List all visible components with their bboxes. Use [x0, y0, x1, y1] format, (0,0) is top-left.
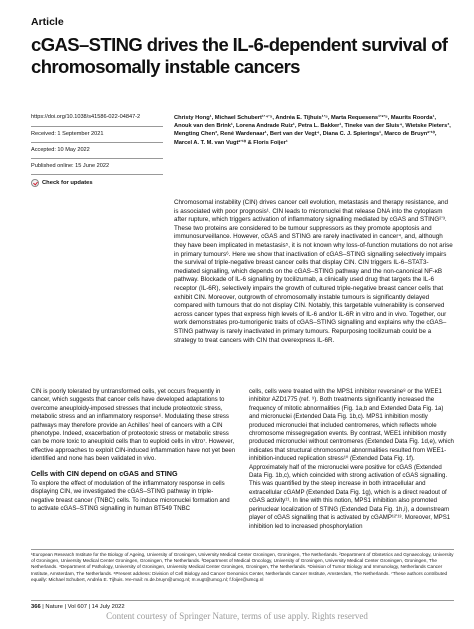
check-updates-label: Check for updates: [42, 180, 93, 186]
footnote-divider: [31, 549, 454, 550]
article-title: cGAS–STING drives the IL-6-dependent survival of chromosomally instable cancers: [31, 34, 448, 77]
meta-divider: [31, 174, 163, 175]
article-type-label: Article: [31, 16, 64, 28]
body-column-left: [31, 388, 236, 520]
footer-divider: [31, 600, 454, 601]
footer-separator: |: [88, 604, 92, 610]
page-footer: [31, 604, 125, 610]
body-column-right: [249, 388, 454, 537]
published-date: Published online: 15 June 2022: [31, 163, 110, 169]
body-paragraph: CIN is poorly tolerated by untransformed cells, yet occurs frequently in cancer, which suggests that cancer cells have developed adaptations to overcome aneuploidy-imposed stresses that include proteotoxic stress, metabolic stress and an inflammatory response⁶. Modulating these stress pathways may therefore provide an Achilles’ heel of cancers with a CIN phenotype. Indeed, exacerbation of proteotoxic stress or metabolic stress can be more toxic to aneuploid cells than to euploid cells in vitro⁷. However, effective approaches to exploit CIN-induced inflammation have not yet been identified and none has been validated in vivo.: [31, 388, 236, 463]
footer-separator: |: [42, 604, 46, 610]
journal-name: Nature: [45, 604, 63, 610]
affiliations-footnote: ¹European Research Institute for the Biology of Ageing, University of Groningen, University Medical Center Groningen, Groningen, The Netherlands. ²Department of Obstetrics and Gynaecology, University of Groningen, University Medical Center Groningen, Groningen, The Netherlands. ³Department of Medical Oncology, University of Groningen, University Medical Center Groningen, Groningen, The Netherlands. ⁴Department of Pathology, University of Groningen, University Medical Center Groningen, Groningen, The Netherlands. ⁵Division of Tumor Biology and Immunology, Netherlands Cancer Institute, Amsterdam, The Netherlands. ⁶Present address: Division of Cell Biology and Cancer Genomics Center, Netherlands Cancer Institute, Amsterdam, The Netherlands. ⁷These authors contributed equally: Michael Schubert, Andréa E. Tijhuis. ✉e-mail: m.de.bruyn@umcg.nl; m.vugt@umcg.nl; f.foijer@umcg.nl: [31, 552, 454, 582]
accepted-date: Accepted: 10 May 2022: [31, 147, 90, 153]
received-date: Received: 1 September 2021: [31, 131, 104, 137]
check-updates-icon: [31, 179, 39, 187]
meta-divider: [31, 158, 163, 159]
issue-date: 14 July 2022: [91, 604, 125, 610]
footer-separator: |: [64, 604, 68, 610]
abstract: Chromosomal instability (CIN) drives cancer cell evolution, metastasis and therapy resistance, and is associated with poor prognosis¹. CIN leads to micronuclei that release DNA into the cytoplasm after rupture, which triggers activation of inflammatory signalling mediated by cGAS and STING²ʼ³. These two proteins are considered to be tumour suppressors as they promote apoptosis and immunosurveillance. However, cGAS and STING are rarely inactivated in cancer⁴, and, although they have been implicated in metastasis⁵, it is not known why loss-of-function mutations do not arise in primary tumours⁶. Here we show that inactivation of cGAS–STING signalling selectively impairs the survival of triple-negative breast cancer cells that display CIN. CIN triggers IL-6–STAT3-mediated signalling, which depends on the cGAS–STING pathway and the non-canonical NF-κB pathway. Blockade of IL-6 signalling by tocilizumab, a clinically used drug that targets the IL-6 receptor (IL-6R), selectively impairs the growth of cultured triple-negative breast cancer cells that exhibit CIN. Moreover, outgrowth of chromosomally instable tumours is significantly delayed compared with tumours that do not display CIN. Notably, this targetable vulnerability is conserved across cancer types that express high levels of IL-6 and/or IL-6R in vitro and in vivo. Together, our work demonstrates pro-tumorigenic traits of cGAS–STING signalling and explains why the cGAS–STING pathway is rarely inactivated in primary tumours. Repurposing tocilizumab could be a strategy to treat cancers with CIN that overexpress IL-6R.: [174, 199, 453, 344]
doi-link[interactable]: https://doi.org/10.1038/s41586-022-04847-2: [31, 114, 141, 120]
meta-divider: [31, 126, 163, 127]
page-number: 366: [31, 604, 41, 610]
section-heading: Cells with CIN depend on cGAS and STING: [31, 468, 178, 478]
check-for-updates-button[interactable]: [31, 179, 93, 187]
copyright-watermark: Content courtesy of Springer Nature, terms of use apply. Rights reserved: [106, 611, 368, 621]
body-paragraph: cells, cells were treated with the MPS1 inhibitor reversine⁸ or the WEE1 inhibitor AZD1775 (ref. ⁹). Both treatments significantly increased the frequency of mitotic abnormalities (Fig. 1a,b and Extended Data Fig. 1a) and micronuclei (Extended Data Fig. 1b,c). MPS1 inhibition mostly produced micronuclei that included centromeres, which reflects whole chromosome missegregation events. By contrast, WEE1 inhibition mostly produced micronuclei without centromeres (Extended Data Fig. 1d,e), which indicates that structural chromosomal abnormalities resulted from WEE1-inhibition-induced replication stress¹⁰ (Extended Data Fig. 1f). Approximately half of the micronuclei were positive for cGAS (Extended Data Fig. 1b,c), which coincided with strong activation of cGAS signalling. This was quantified by the steep increase in both intracellular and extracellular cGAMP (Extended Data Fig. 1g), which is a direct readout of cGAS activity¹¹. In line with this notion, MPS1 inhibition also promoted perinuclear localization of STING (Extended Data Fig. 1h,i), a downstream player of cGAS signalling that is activated by cGAMP¹²ʼ¹³. Moreover, MPS1 inhibition led to increased phosphorylation: [249, 388, 454, 530]
journal-volume: Vol 607: [67, 604, 87, 610]
body-paragraph: To explore the effect of modulation of the inflammatory response in cells displaying CIN, we investigated the cGAS–STING pathway in triple-negative breast cancer (TNBC) cells. To induce micronuclei formation and to activate cGAS–STING signalling in human BT549 TNBC: [31, 480, 230, 513]
meta-divider: [31, 142, 163, 143]
author-list: Christy Hong¹, Michael Schubert¹ʼ⁴ʼ⁵, Andréa E. Tijhuis¹ʼ⁵, Marta Requesens¹ʼ²ʼ⁵, Maurits Roorda¹, Anouk van den Brink¹, Lorena Andrade Ruiz¹, Petra L. Bakker¹, Tineke van der Sluis⁴, Wietske Pieters³, Mengting Chen³, René Wardenaar¹, Bert van der Vegt⁴, Diana C. J. Spierings¹, Marco de Bruyn²ʼ¹⁰, Marcel A. T. M. van Vugt²ʼ¹⁰ & Floris Foijer¹: [174, 115, 451, 146]
